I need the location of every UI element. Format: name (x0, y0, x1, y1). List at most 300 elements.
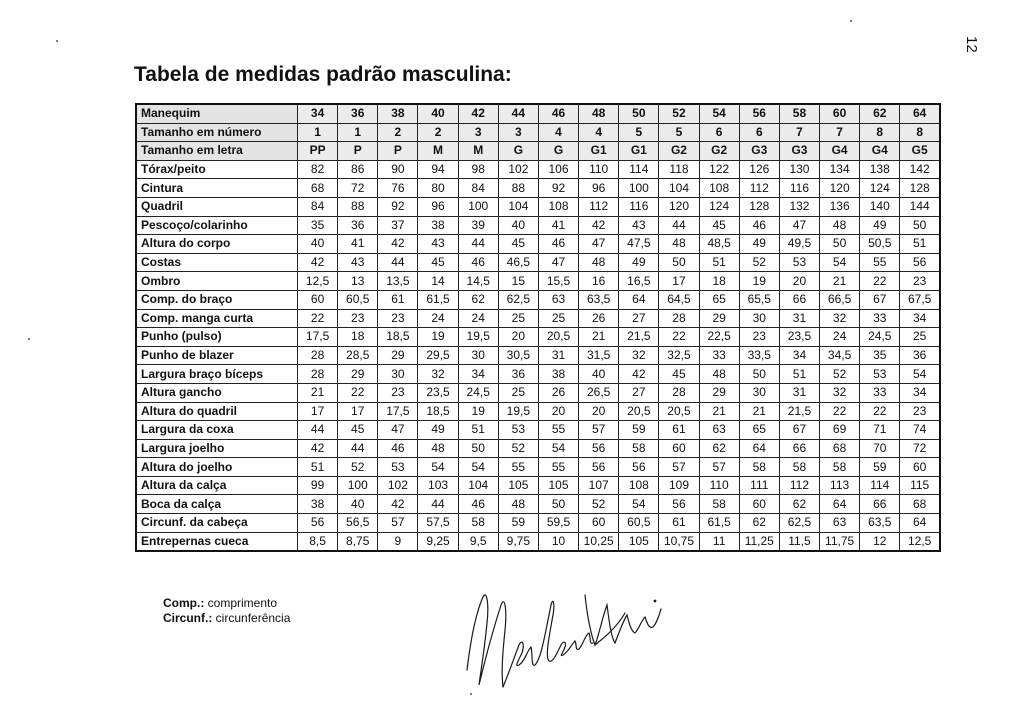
table-cell: 28 (659, 383, 699, 402)
table-cell: 58 (779, 104, 819, 123)
table-cell: 23 (378, 309, 418, 328)
table-cell: G4 (860, 142, 900, 161)
table-cell: 118 (659, 160, 699, 179)
table-cell: 74 (900, 421, 940, 440)
table-cell: 18,5 (418, 402, 458, 421)
table-cell: 50 (739, 365, 779, 384)
table-cell: 23 (378, 383, 418, 402)
table-cell: 30 (739, 309, 779, 328)
table-cell: 51 (699, 253, 739, 272)
table-cell: 35 (860, 346, 900, 365)
table-cell: 58 (619, 439, 659, 458)
table-row (136, 421, 940, 440)
table-cell: 102 (378, 476, 418, 495)
table-cell: 48 (659, 235, 699, 254)
table-cell: 64 (900, 104, 940, 123)
table-cell: 53 (779, 253, 819, 272)
table-cell: 6 (739, 123, 779, 142)
table-cell: 56 (579, 439, 619, 458)
table-cell: 10 (538, 532, 578, 551)
table-cell: 92 (378, 197, 418, 216)
table-cell: 30 (458, 346, 498, 365)
table-cell: 65 (699, 290, 739, 309)
table-cell: 18 (338, 328, 378, 347)
table-cell: 48 (699, 365, 739, 384)
table-cell: 32 (820, 309, 860, 328)
table-cell: 111 (739, 476, 779, 495)
table-cell: 21 (739, 402, 779, 421)
table-cell: 45 (699, 216, 739, 235)
table-cell: 58 (820, 458, 860, 477)
table-cell: 60 (579, 514, 619, 533)
table-cell: 2 (378, 123, 418, 142)
table-cell: 3 (458, 123, 498, 142)
table-cell: 11 (699, 532, 739, 551)
table-cell: 33 (860, 383, 900, 402)
table-cell: 7 (779, 123, 819, 142)
table-cell: 44 (298, 421, 338, 440)
table-cell: 62 (699, 439, 739, 458)
table-cell: 47 (779, 216, 819, 235)
table-cell: 22 (820, 402, 860, 421)
table-cell: 55 (538, 458, 578, 477)
table-cell: 33 (699, 346, 739, 365)
table-cell: 44 (378, 253, 418, 272)
table-cell: 109 (659, 476, 699, 495)
table-cell: 62 (860, 104, 900, 123)
table-cell: 4 (538, 123, 578, 142)
table-cell: 48 (820, 216, 860, 235)
table-cell: 136 (820, 197, 860, 216)
table-cell: 49 (418, 421, 458, 440)
table-cell: 66,5 (820, 290, 860, 309)
table-cell: 55 (498, 458, 538, 477)
table-cell: 34,5 (820, 346, 860, 365)
table-cell: 21 (579, 328, 619, 347)
table-row (136, 216, 940, 235)
table-cell: 33 (860, 309, 900, 328)
table-cell: 144 (900, 197, 940, 216)
table-cell: 31,5 (579, 346, 619, 365)
table-cell: 124 (860, 179, 900, 198)
table-cell: 44 (659, 216, 699, 235)
table-cell: 62 (739, 514, 779, 533)
row-label: Comp. manga curta (136, 309, 298, 328)
table-cell: PP (298, 142, 338, 161)
table-cell: 9,75 (498, 532, 538, 551)
table-cell: 20 (538, 402, 578, 421)
table-cell: 45 (659, 365, 699, 384)
table-cell: 22 (659, 328, 699, 347)
table-row (136, 290, 940, 309)
table-cell: 46 (739, 216, 779, 235)
table-row (136, 346, 940, 365)
table-row (136, 495, 940, 514)
table-cell: 8 (860, 123, 900, 142)
legend-item (163, 596, 290, 611)
table-cell: 130 (779, 160, 819, 179)
table-cell: G1 (619, 142, 659, 161)
table-cell: 28 (659, 309, 699, 328)
row-label: Tamanho em número (136, 123, 298, 142)
table-cell: 44 (498, 104, 538, 123)
scan-speck (470, 693, 472, 695)
table-cell: 120 (659, 197, 699, 216)
table-cell: 42 (619, 365, 659, 384)
table-cell: M (458, 142, 498, 161)
table-cell: 54 (538, 439, 578, 458)
row-label: Altura do joelho (136, 458, 298, 477)
table-cell: 108 (619, 476, 659, 495)
table-cell: 64 (739, 439, 779, 458)
table-header-row (136, 123, 940, 142)
table-cell: 50 (659, 253, 699, 272)
table-cell: 108 (538, 197, 578, 216)
table-cell: 17 (338, 402, 378, 421)
table-cell: 100 (338, 476, 378, 495)
table-cell: G1 (579, 142, 619, 161)
table-cell: 21,5 (779, 402, 819, 421)
table-cell: 58 (739, 458, 779, 477)
table-cell: 70 (860, 439, 900, 458)
table-cell: 104 (498, 197, 538, 216)
table-cell: 66 (779, 290, 819, 309)
table-cell: 105 (619, 532, 659, 551)
table-cell: 52 (739, 253, 779, 272)
table-cell: 59 (498, 514, 538, 533)
page-title: Tabela de medidas padrão masculina: (134, 63, 512, 86)
table-cell: 29 (338, 365, 378, 384)
table-cell: 68 (820, 439, 860, 458)
row-label: Punho (pulso) (136, 328, 298, 347)
table-cell: P (378, 142, 418, 161)
table-cell: G3 (779, 142, 819, 161)
table-cell: 47 (538, 253, 578, 272)
table-cell: 113 (820, 476, 860, 495)
table-cell: 2 (418, 123, 458, 142)
table-cell: 50 (820, 235, 860, 254)
table-cell: 128 (900, 179, 940, 198)
row-label: Boca da calça (136, 495, 298, 514)
row-label: Largura da coxa (136, 421, 298, 440)
table-cell: 60 (659, 439, 699, 458)
table-cell: 63 (699, 421, 739, 440)
table-cell: 20 (498, 328, 538, 347)
table-cell: G3 (739, 142, 779, 161)
table-cell: 100 (619, 179, 659, 198)
table-cell: 9 (378, 532, 418, 551)
table-cell: 19 (418, 328, 458, 347)
table-cell: 43 (338, 253, 378, 272)
table-cell: 102 (498, 160, 538, 179)
table-cell: 63 (820, 514, 860, 533)
table-cell: 59,5 (538, 514, 578, 533)
table-cell: 59 (619, 421, 659, 440)
table-cell: 39 (458, 216, 498, 235)
table-cell: 52 (820, 365, 860, 384)
table-cell: 32,5 (659, 346, 699, 365)
table-cell: 9,25 (418, 532, 458, 551)
table-cell: 61,5 (699, 514, 739, 533)
table-cell: 32 (820, 383, 860, 402)
table-cell: 50 (619, 104, 659, 123)
table-cell: 26 (538, 383, 578, 402)
table-cell: 21 (820, 272, 860, 291)
table-cell: 38 (378, 104, 418, 123)
table-cell: 1 (298, 123, 338, 142)
table-cell: 42 (378, 235, 418, 254)
table-cell: 54 (418, 458, 458, 477)
table-row (136, 439, 940, 458)
table-cell: 9,5 (458, 532, 498, 551)
table-cell: 14 (418, 272, 458, 291)
table-cell: 22 (298, 309, 338, 328)
table-cell: 46 (458, 495, 498, 514)
table-cell: 15,5 (538, 272, 578, 291)
table-row (136, 309, 940, 328)
table-cell: 60,5 (619, 514, 659, 533)
table-cell: 23 (900, 402, 940, 421)
table-cell: 28 (298, 365, 338, 384)
table-cell: 100 (458, 197, 498, 216)
table-cell: 21,5 (619, 328, 659, 347)
table-cell: 52 (659, 104, 699, 123)
table-cell: G (538, 142, 578, 161)
table-cell: 48 (498, 495, 538, 514)
table-row (136, 253, 940, 272)
scan-speck (850, 20, 852, 22)
row-label: Punho de blazer (136, 346, 298, 365)
table-cell: 42 (378, 495, 418, 514)
table-cell: 46 (378, 439, 418, 458)
row-label: Altura da calça (136, 476, 298, 495)
table-cell: 4 (579, 123, 619, 142)
signature (445, 575, 675, 705)
table-cell: 10,75 (659, 532, 699, 551)
table-cell: 94 (418, 160, 458, 179)
table-cell: 46 (458, 253, 498, 272)
table-cell: 17 (659, 272, 699, 291)
table-cell: 22 (860, 272, 900, 291)
row-label: Altura do corpo (136, 235, 298, 254)
table-cell: 12 (860, 532, 900, 551)
table-cell: 104 (659, 179, 699, 198)
legend (163, 596, 290, 626)
table-cell: M (418, 142, 458, 161)
table-cell: 46,5 (498, 253, 538, 272)
table-cell: 52 (338, 458, 378, 477)
row-label: Tamanho em letra (136, 142, 298, 161)
table-cell: 30,5 (498, 346, 538, 365)
table-cell: 12,5 (298, 272, 338, 291)
table-cell: 54 (820, 253, 860, 272)
table-cell: 57 (579, 421, 619, 440)
table-cell: 86 (338, 160, 378, 179)
table-cell: 120 (820, 179, 860, 198)
table-cell: 46 (538, 104, 578, 123)
table-cell: 24,5 (458, 383, 498, 402)
table-cell: 124 (699, 197, 739, 216)
table-cell: 23,5 (779, 328, 819, 347)
table-cell: 22 (338, 383, 378, 402)
row-label: Cintura (136, 179, 298, 198)
table-cell: 55 (860, 253, 900, 272)
table-cell: 23,5 (418, 383, 458, 402)
table-cell: 1 (338, 123, 378, 142)
table-cell: 25 (498, 383, 538, 402)
table-cell: 40 (579, 365, 619, 384)
table-cell: 64 (619, 290, 659, 309)
table-cell: 27 (619, 309, 659, 328)
table-cell: 114 (619, 160, 659, 179)
table-cell: 16,5 (619, 272, 659, 291)
table-cell: 17,5 (378, 402, 418, 421)
row-label: Altura gancho (136, 383, 298, 402)
row-label: Largura joelho (136, 439, 298, 458)
table-cell: 67,5 (900, 290, 940, 309)
table-row (136, 197, 940, 216)
row-label: Tórax/peito (136, 160, 298, 179)
table-cell: 49 (619, 253, 659, 272)
table-cell: 60 (820, 104, 860, 123)
table-cell: 103 (418, 476, 458, 495)
table-cell: 49 (860, 216, 900, 235)
table-cell: 13,5 (378, 272, 418, 291)
table-cell: 60 (739, 495, 779, 514)
table-cell: 10,25 (579, 532, 619, 551)
table-cell: 19 (458, 402, 498, 421)
table-cell: 105 (498, 476, 538, 495)
legend-text: circunferência (212, 611, 291, 625)
legend-key: Circunf.: (163, 611, 213, 625)
table-cell: 66 (860, 495, 900, 514)
row-label: Pescoço/colarinho (136, 216, 298, 235)
table-cell: 54 (619, 495, 659, 514)
table-cell: 47,5 (619, 235, 659, 254)
table-cell: 72 (338, 179, 378, 198)
table-cell: G2 (659, 142, 699, 161)
table-cell: 104 (458, 476, 498, 495)
table-cell: 49,5 (779, 235, 819, 254)
table-cell: 34 (458, 365, 498, 384)
table-cell: 56 (619, 458, 659, 477)
table-cell: 88 (498, 179, 538, 198)
table-cell: 60,5 (338, 290, 378, 309)
table-cell: 60 (298, 290, 338, 309)
table-cell: 112 (779, 476, 819, 495)
table-cell: 55 (538, 421, 578, 440)
table-cell: 3 (498, 123, 538, 142)
table-cell: 20,5 (619, 402, 659, 421)
table-cell: 19,5 (458, 328, 498, 347)
table-cell: 32 (619, 346, 659, 365)
table-cell: 96 (418, 197, 458, 216)
table-cell: 56 (298, 514, 338, 533)
table-cell: 20,5 (538, 328, 578, 347)
table-cell: 45 (338, 421, 378, 440)
table-cell: 26 (579, 309, 619, 328)
row-label: Largura braço bíceps (136, 365, 298, 384)
table-cell: 11,25 (739, 532, 779, 551)
table-cell: 40 (338, 495, 378, 514)
table-cell: 36 (338, 216, 378, 235)
table-cell: 36 (900, 346, 940, 365)
table-cell: 40 (298, 235, 338, 254)
row-label: Entrepernas cueca (136, 532, 298, 551)
table-cell: 84 (298, 197, 338, 216)
row-label: Circunf. da cabeça (136, 514, 298, 533)
table-cell: 116 (619, 197, 659, 216)
table-cell: 34 (900, 309, 940, 328)
table-cell: 5 (619, 123, 659, 142)
table-cell: 52 (498, 439, 538, 458)
table-row (136, 402, 940, 421)
table-cell: 61 (659, 514, 699, 533)
table-cell: 24 (820, 328, 860, 347)
table-cell: 18 (699, 272, 739, 291)
row-label: Costas (136, 253, 298, 272)
table-cell: 108 (699, 179, 739, 198)
table-cell: 36 (498, 365, 538, 384)
table-cell: 41 (538, 216, 578, 235)
table-cell: 57 (659, 458, 699, 477)
table-cell: 57 (699, 458, 739, 477)
table-row (136, 514, 940, 533)
table-cell: 23 (900, 272, 940, 291)
table-cell: 63 (538, 290, 578, 309)
table-cell: 16 (579, 272, 619, 291)
table-cell: 128 (739, 197, 779, 216)
table-cell: 29 (699, 383, 739, 402)
table-cell: 40 (498, 216, 538, 235)
table-cell: 71 (860, 421, 900, 440)
table-cell: 19 (739, 272, 779, 291)
table-header-row (136, 104, 940, 123)
table-cell: 82 (298, 160, 338, 179)
page-number: 12 (963, 36, 980, 53)
table-cell: 63,5 (860, 514, 900, 533)
table-cell: 110 (579, 160, 619, 179)
table-cell: 98 (458, 160, 498, 179)
table-cell: 106 (538, 160, 578, 179)
table-cell: 44 (338, 439, 378, 458)
table-cell: 38 (298, 495, 338, 514)
table-cell: 92 (538, 179, 578, 198)
table-cell: 48 (579, 253, 619, 272)
table-cell: 37 (378, 216, 418, 235)
table-cell: G (498, 142, 538, 161)
table-cell: 114 (860, 476, 900, 495)
table-cell: 5 (659, 123, 699, 142)
table-cell: 45 (498, 235, 538, 254)
table-cell: 52 (579, 495, 619, 514)
table-cell: 38 (538, 365, 578, 384)
table-cell: 105 (538, 476, 578, 495)
table-cell: 34 (779, 346, 819, 365)
table-cell: 17,5 (298, 328, 338, 347)
table-cell: 19,5 (498, 402, 538, 421)
table-cell: 107 (579, 476, 619, 495)
table-cell: 54 (458, 458, 498, 477)
table-row (136, 179, 940, 198)
table-cell: 25 (498, 309, 538, 328)
table-cell: 49 (739, 235, 779, 254)
table-cell: 142 (900, 160, 940, 179)
table-cell: 13 (338, 272, 378, 291)
row-label: Ombro (136, 272, 298, 291)
table-header-row (136, 142, 940, 161)
row-label: Comp. do braço (136, 290, 298, 309)
